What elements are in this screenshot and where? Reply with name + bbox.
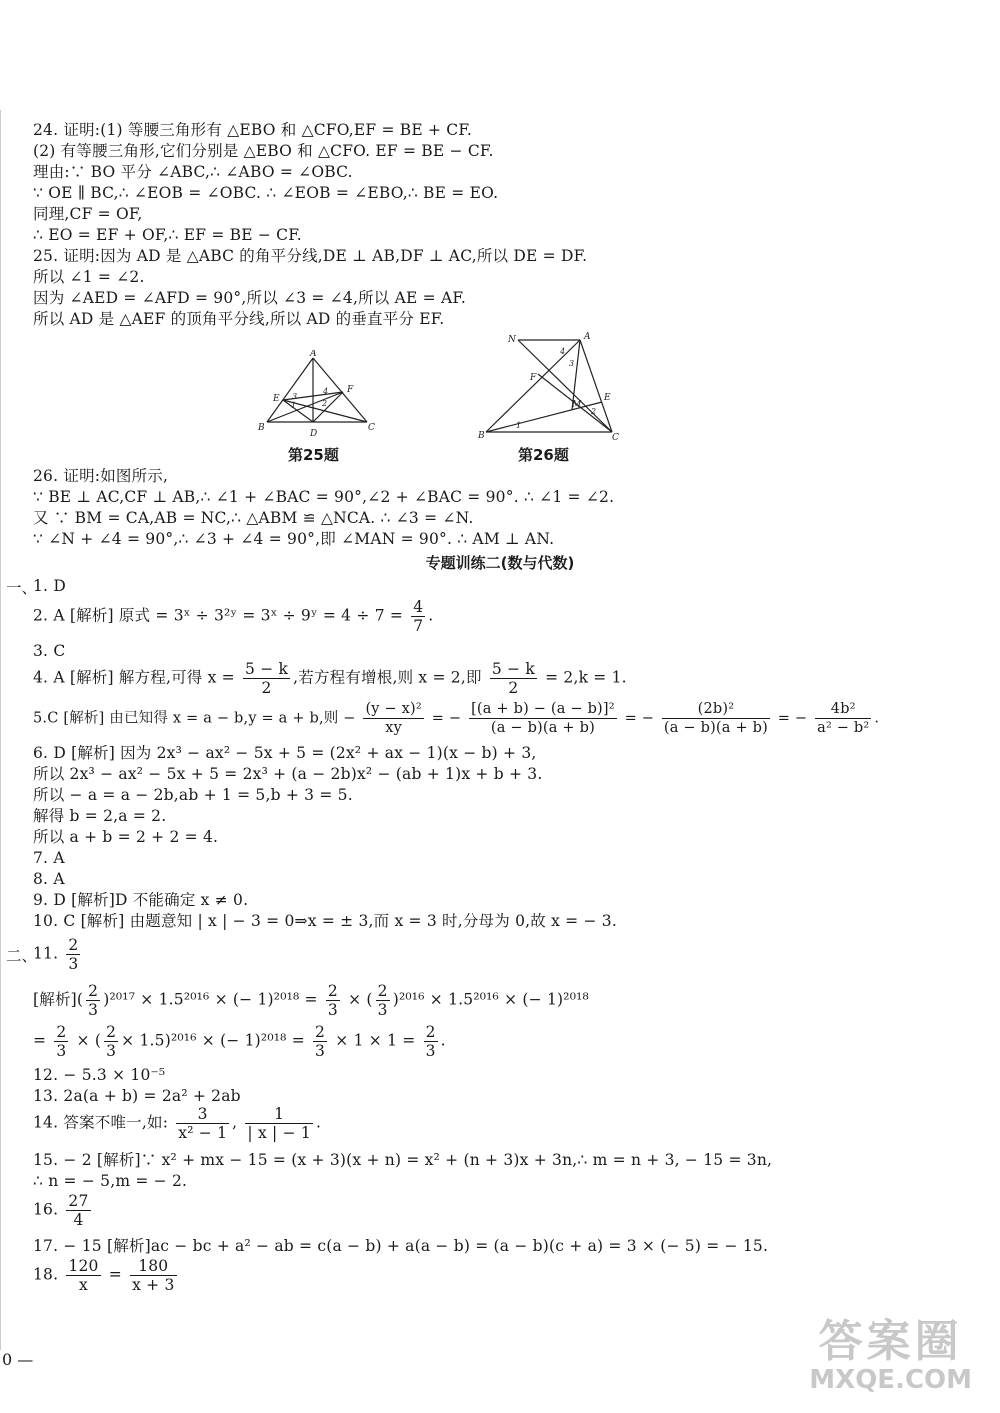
answer-9: 9. D [解析]D 不能确定 x ≠ 0.: [33, 891, 249, 909]
q24-line-6: ∴ EO = EF + OF,∴ EF = BE − CF.: [33, 226, 302, 244]
answer-12: 12. − 5.3 × 10⁻⁵: [33, 1066, 166, 1084]
q24-line-1: 24. 证明:(1) 等腰三角形有 △EBO 和 △CFO,EF = BE + CF.: [33, 121, 473, 139]
answer-1: 1. D: [33, 577, 66, 595]
fig25-label-B: B: [258, 423, 265, 433]
answer-8: 8. A: [33, 870, 65, 888]
fig25-label-3: 3: [292, 392, 298, 401]
fig26-label-E: E: [604, 393, 611, 403]
q26-line-2: ∵ BE ⊥ AC,CF ⊥ AB,∴ ∠1 + ∠BAC = 90°,∠2 + ∠BAC = 90°. ∴ ∠1 = ∠2.: [33, 488, 615, 506]
answer-5: 5.C [解析] 由已知得 x = a − b,y = a + b,则 − $\frac{\text{(y − x)²}}{xy}$ = − $\frac{\text{[(a + b) − (a − b)]²}}{(a - b)(a + b)}$ = − $\frac{\text{(2b)²}}{(a - b)(a + b)}$ = − $\frac{\text{4b²}}{\text{a² − b²}}$ .: [33, 701, 880, 736]
figure-26: [476, 330, 621, 442]
answer-7: 7. A: [33, 849, 65, 867]
fig25-label-E: E: [273, 394, 280, 404]
answer-6-line-3: 所以 − a = a − 2b,ab + 1 = 5,b + 3 = 5.: [33, 786, 353, 804]
q25-line-2: 所以 ∠1 = ∠2.: [33, 268, 145, 286]
answer-11: 11. $\frac{2}{3}$: [33, 936, 79, 973]
answer-18: 18. $\frac{120}{x}$ = $\frac{180}{x + 3}$: [33, 1257, 175, 1294]
fig26-label-2: 2: [591, 407, 597, 416]
watermark: [809, 1305, 972, 1395]
figure-25: [255, 350, 380, 440]
q24-line-5: 同理,CF = OF,: [33, 205, 143, 223]
page-margin-line: [0, 110, 1, 1350]
q24-line-4: ∵ OE ∥ BC,∴ ∠EOB = ∠OBC. ∴ ∠EOB = ∠EBO,∴ BE = EO.: [33, 184, 499, 202]
watermark-line-2: MXQE.COM: [809, 1365, 972, 1395]
answer-6-line-5: 所以 a + b = 2 + 2 = 4.: [33, 828, 219, 846]
answer-17: 17. − 15 [解析]ac − bc + a² − ab = c(a − b) + a(a − b) = (a − b)(c + a) = 3 × (− 5) = − 15.: [33, 1237, 769, 1255]
section-mark-1: 一、: [6, 579, 38, 597]
section-title: 专题训练二(数与代数): [425, 554, 575, 572]
fig25-caption: 第25题: [288, 446, 339, 464]
answer-2: 2. A [解析] 原式 = 3ˣ ÷ 3²ʸ = 3ˣ ÷ 9ʸ = 4 ÷ 7 = $\frac{4}{7}$ .: [33, 598, 434, 635]
fig26-label-3: 3: [569, 359, 575, 368]
answer-14: 14. 答案不唯一,如: $\frac{3}{\text{x² − 1}}$ , $\frac{1}{| x | - 1}$ .: [33, 1105, 322, 1142]
q26-line-4: ∵ ∠N + ∠4 = 90°,∴ ∠3 + ∠4 = 90°,即 ∠MAN = 90°. ∴ AM ⊥ AN.: [33, 530, 555, 548]
answer-3: 3. C: [33, 642, 66, 660]
answer-13: 13. 2a(a + b) = 2a² + 2ab: [33, 1087, 241, 1105]
answer-6-line-2: 所以 2x³ − ax² − 5x + 5 = 2x³ + (a − 2b)x² − (ab + 1)x + b + 3.: [33, 765, 543, 783]
answer-10: 10. C [解析] 由题意知 | x | − 3 = 0⇒x = ± 3,而 x = 3 时,分母为 0,故 x = − 3.: [33, 912, 617, 930]
fig26-label-4: 4: [560, 347, 566, 356]
q25-line-4: 所以 AD 是 △AEF 的顶角平分线,所以 AD 的垂直平分 EF.: [33, 310, 445, 328]
watermark-line-1: 答案圈: [818, 1316, 963, 1367]
fig25-label-1: 1: [291, 401, 297, 410]
fig26-label-F: F: [530, 373, 537, 383]
fig26-label-1: 1: [516, 421, 522, 430]
page-number: 0 —: [2, 1350, 34, 1369]
answer-11-analysis-2: = $\frac{2}{3}$ × ( $\frac{2}{3}$ × 1.5)²⁰¹⁶ × (− 1)²⁰¹⁸ = $\frac{2}{3}$ × 1 × 1 = $\frac{2}{3}$ .: [33, 1023, 446, 1060]
q26-line-1: 26. 证明:如图所示,: [33, 467, 169, 485]
q25-line-1: 25. 证明:因为 AD 是 △ABC 的角平分线,DE ⊥ AB,DF ⊥ AC,所以 DE = DF.: [33, 247, 588, 265]
fig26-label-C: C: [612, 433, 619, 442]
answer-6-line-1: 6. D [解析] 因为 2x³ − ax² − 5x + 5 = (2x² + ax − 1)(x − b) + 3,: [33, 744, 537, 762]
fig26-label-B: B: [478, 431, 485, 441]
answer-15-line-1: 15. − 2 [解析]∵ x² + mx − 15 = (x + 3)(x + n) = x² + (n + 3)x + 3n,∴ m = n + 3, − 15 = 3n,: [33, 1151, 773, 1169]
fig25-label-D: D: [310, 429, 318, 439]
answer-6-line-4: 解得 b = 2,a = 2.: [33, 807, 167, 825]
answer-4: 4. A [解析] 解方程,可得 x = $\frac{5 - k}{2}$ ,若方程有增根,则 x = 2,即 $\frac{5 - k}{2}$ = 2,k = 1.: [33, 660, 627, 697]
answer-11-analysis-1: [解析]( $\frac{2}{3}$ )²⁰¹⁷ × 1.5²⁰¹⁶ × (− 1)²⁰¹⁸ = $\frac{2}{3}$ × ( $\frac{2}{3}$ )²⁰¹⁶ × 1.5²⁰¹⁶ × (− 1)²⁰¹⁸: [33, 982, 589, 1019]
fig25-label-4: 4: [323, 387, 329, 396]
fig25-label-F: F: [347, 385, 354, 395]
fig25-label-A: A: [310, 350, 317, 359]
q24-line-2: (2) 有等腰三角形,它们分别是 △EBO 和 △CFO. EF = BE − CF.: [33, 142, 494, 160]
fig26-label-M: M: [572, 400, 582, 410]
answer-16: 16. $\frac{27}{4}$: [33, 1192, 89, 1229]
fig25-label-C: C: [368, 423, 375, 433]
answer-15-line-2: ∴ n = − 5,m = − 2.: [33, 1172, 188, 1190]
section-mark-2: 二、: [6, 947, 38, 965]
q25-line-3: 因为 ∠AED = ∠AFD = 90°,所以 ∠3 = ∠4,所以 AE = AF.: [33, 289, 467, 307]
fig26-label-A: A: [584, 332, 591, 342]
q24-line-3: 理由:∵ BO 平分 ∠ABC,∴ ∠ABO = ∠OBC.: [33, 163, 353, 181]
fig26-label-N: N: [508, 335, 516, 345]
fig26-caption: 第26题: [518, 446, 569, 464]
fig25-label-2: 2: [322, 399, 328, 408]
q26-line-3: 又 ∵ BM = CA,AB = NC,∴ △ABM ≌ △NCA. ∴ ∠3 = ∠N.: [33, 509, 474, 527]
